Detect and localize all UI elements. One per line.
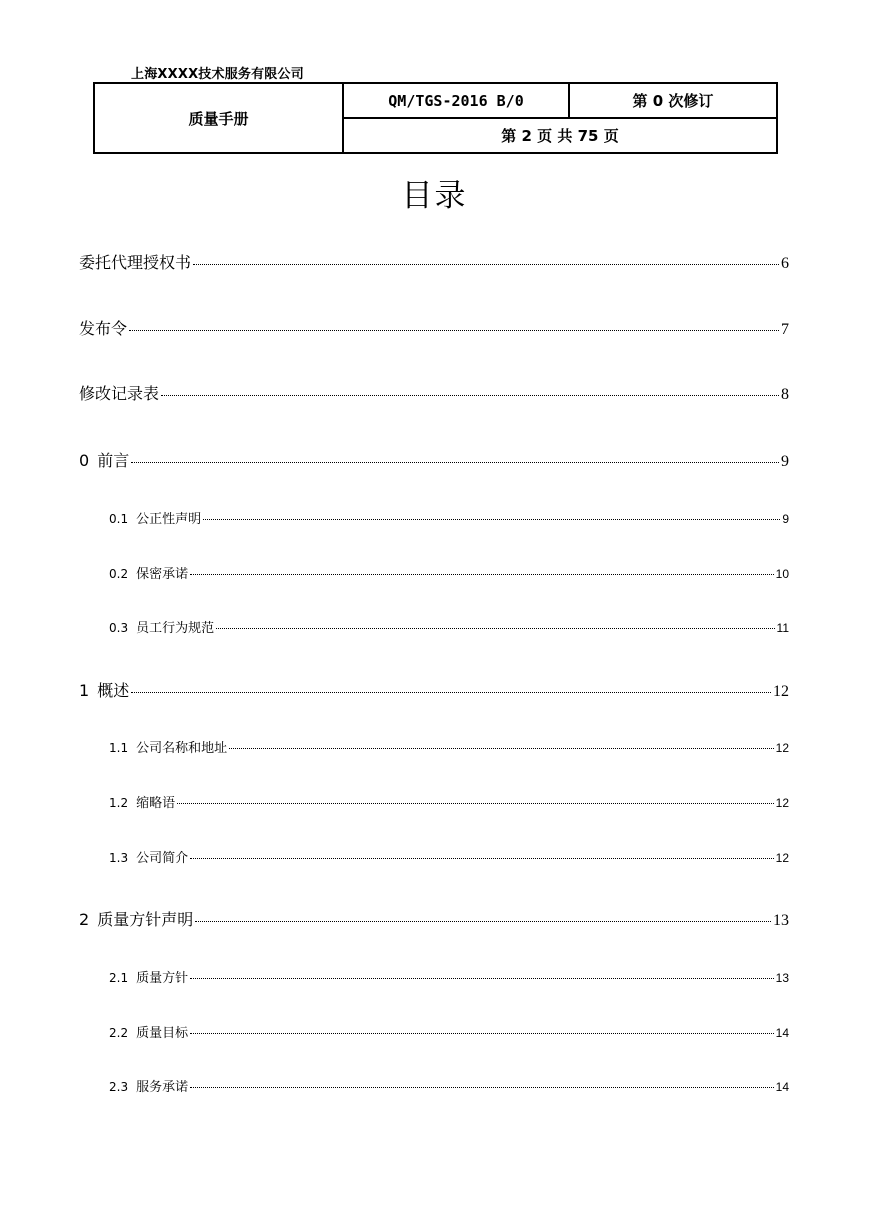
dot-leader: [190, 1087, 774, 1088]
toc-label: 委托代理授权书: [79, 253, 192, 272]
toc-entry-quality-policy[interactable]: [109, 967, 789, 986]
toc-label: 概述: [97, 681, 130, 700]
dot-leader: [190, 978, 774, 979]
toc-entry-preface[interactable]: [79, 448, 789, 471]
dot-leader: [229, 748, 774, 749]
toc-section-number: 1.3: [109, 851, 129, 865]
toc-section-number: 0.3: [109, 621, 129, 635]
dot-leader: [190, 858, 774, 859]
toc-label: 前言: [97, 451, 130, 470]
toc-section-number: 1.2: [109, 796, 129, 810]
revision-number: 第 0 次修订: [569, 83, 777, 118]
toc-entry-confidentiality[interactable]: [109, 563, 789, 582]
manual-title: 质量手册: [94, 83, 343, 153]
toc-page-number: 8: [781, 386, 789, 403]
toc-label: 质量方针声明: [97, 910, 194, 929]
toc-section-number: 2.1: [109, 971, 129, 985]
toc-page-number: 11: [776, 621, 789, 635]
toc-section-number: 0.1: [109, 512, 129, 526]
toc-section-number: 2.2: [109, 1026, 129, 1040]
toc-entry-company-profile[interactable]: [109, 847, 789, 866]
toc-page-number: 12: [773, 683, 789, 700]
dot-leader: [131, 692, 771, 693]
toc-section-number: 2: [79, 910, 90, 929]
dot-leader: [190, 1033, 774, 1034]
toc-page-number: 12: [775, 851, 789, 865]
dot-leader: [161, 395, 779, 396]
toc-label: 缩略语: [136, 796, 176, 811]
toc-section-number: 0.2: [109, 567, 129, 581]
toc-label: 保密承诺: [136, 567, 189, 582]
toc-page-number: 10: [775, 567, 789, 581]
toc-page-number: 13: [773, 912, 789, 929]
toc-label: 发布令: [79, 319, 128, 338]
toc-label: 员工行为规范: [136, 621, 215, 636]
toc-section-number: 1.1: [109, 741, 129, 755]
document-header-table: [93, 82, 778, 154]
page-info: 第 2 页 共 75 页: [343, 118, 777, 153]
dot-leader: [190, 574, 774, 575]
toc-entry-overview[interactable]: [79, 678, 789, 701]
toc-label: 修改记录表: [79, 384, 160, 403]
toc-label: 公司简介: [136, 851, 189, 866]
toc-entry-code-of-conduct[interactable]: [109, 617, 789, 636]
dot-leader: [177, 803, 774, 804]
toc-page-number: 9: [782, 512, 789, 526]
toc-page-number: 7: [781, 321, 789, 338]
toc-page-number: 14: [775, 1026, 789, 1040]
dot-leader: [216, 628, 774, 629]
toc-page-number: 12: [775, 796, 789, 810]
toc-label: 公司名称和地址: [136, 741, 228, 756]
page-title: 目录: [401, 178, 468, 214]
toc-page-number: 6: [781, 255, 789, 272]
dot-leader: [203, 519, 780, 520]
dot-leader: [129, 330, 779, 331]
toc-label: 质量方针: [136, 971, 189, 986]
toc-entry-service-commitment[interactable]: [109, 1076, 789, 1095]
toc-page-number: 13: [775, 971, 789, 985]
dot-leader: [193, 264, 779, 265]
toc-entry-quality-policy-statement[interactable]: [79, 907, 789, 930]
toc-page-number: 12: [775, 741, 789, 755]
toc-label: 质量目标: [136, 1026, 189, 1041]
toc-entry-revision-record[interactable]: [79, 381, 789, 404]
toc-entry-authorization[interactable]: [79, 250, 789, 273]
toc-section-number: 0: [79, 451, 90, 470]
toc-page-number: 9: [781, 453, 789, 470]
toc-entry-impartiality[interactable]: [109, 508, 789, 527]
dot-leader: [195, 921, 771, 922]
toc-page-number: 14: [775, 1080, 789, 1094]
company-name: 上海XXXX技术服务有限公司: [131, 67, 304, 82]
toc-entry-quality-objectives[interactable]: [109, 1022, 789, 1041]
dot-leader: [131, 462, 779, 463]
toc-label: 服务承诺: [136, 1080, 189, 1095]
toc-section-number: 2.3: [109, 1080, 129, 1094]
document-code: QM/TGS-2016 B/0: [343, 83, 569, 118]
toc-entry-release-order[interactable]: [79, 316, 789, 339]
toc-label: 公正性声明: [136, 512, 202, 527]
toc-entry-company-name-address[interactable]: [109, 737, 789, 756]
toc-section-number: 1: [79, 681, 90, 700]
toc-entry-abbreviations[interactable]: [109, 792, 789, 811]
